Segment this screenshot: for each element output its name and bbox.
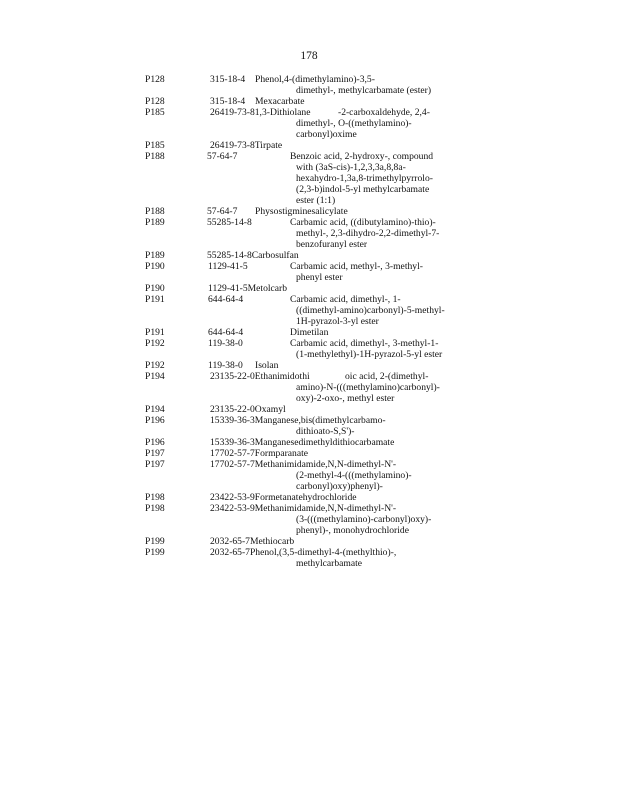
chemical-name-continuation: carbonyl)oxy)phenyl)- [296, 481, 383, 492]
chemical-name-continuation: hexahydro-1,3a,8-trimethylpyrrolo- [296, 173, 433, 184]
waste-code: P194 [145, 371, 165, 382]
chemical-name-continuation: (2-methyl-4-(((methylamino)- [296, 470, 412, 481]
waste-code: P190 [145, 283, 165, 294]
table-row [0, 503, 618, 536]
table-row [0, 206, 618, 217]
waste-code: P185 [145, 140, 165, 151]
cas-number: 23422-53-9Formetanatehydrochloride [210, 492, 357, 503]
waste-code: P197 [145, 448, 165, 459]
waste-code: P191 [145, 294, 165, 305]
chemical-name: Dimetilan [290, 327, 329, 338]
cas-number: 2032-65-7Phenol,(3,5-dimethyl-4-(methylthio)-, [210, 547, 397, 558]
waste-code: P128 [145, 74, 165, 85]
chemical-name: oic acid, 2-(dimethyl- [345, 371, 429, 382]
table-row [0, 492, 618, 503]
chemical-name-continuation: (2,3-b)indol-5-yl methylcarbamate [296, 184, 430, 195]
chemical-name: Physostigminesalicylate [255, 206, 348, 217]
chemical-name-continuation: methylcarbamate [296, 558, 363, 569]
waste-code: P191 [145, 327, 165, 338]
chemical-name: Phenol,4-(dimethylamino)-3,5- [255, 74, 375, 85]
cas-number: 1129-41-5Metolcarb [208, 283, 288, 294]
waste-code: P194 [145, 404, 165, 415]
chemical-name-continuation: (1-methylethyl)-1H-pyrazol-5-yl ester [296, 349, 443, 360]
cas-number: 15339-36-3Manganesedimethyldithiocarbamate [210, 437, 395, 448]
waste-code: P188 [145, 206, 165, 217]
chemical-name: -2-carboxaldehyde, 2,4- [338, 107, 430, 118]
cas-number: 57-64-7 [207, 151, 238, 162]
chemical-name-continuation: amino)-N-(((methylamino)carbonyl)- [296, 382, 440, 393]
cas-number: 23135-22-0Ethanimidothi [210, 371, 310, 382]
table-row [0, 371, 618, 404]
chemical-name-continuation: with (3aS-cis)-1,2,3,3a,8,8a- [296, 162, 406, 173]
chemical-name: Mexacarbate [255, 96, 305, 107]
chemical-name-continuation: benzofuranyl ester [296, 239, 368, 250]
waste-code: P196 [145, 415, 165, 426]
table-row [0, 250, 618, 261]
cas-number: 119-38-0 [208, 360, 243, 371]
cas-number: 315-18-4 [210, 74, 246, 85]
chemical-name-continuation: oxy)-2-oxo-, methyl ester [296, 393, 395, 404]
cas-number: 23422-53-9Methanimidamide,N,N-dimethyl-N'- [210, 503, 397, 514]
table-row [0, 217, 618, 250]
table-row [0, 327, 618, 338]
cas-number: 17702-57-7Methanimidamide,N,N-dimethyl-N'- [210, 459, 397, 470]
table-row [0, 536, 618, 547]
cas-number: 55285-14-8 [207, 217, 252, 228]
table-row [0, 415, 618, 437]
chemical-name-continuation: (3-(((methylamino)-carbonyl)oxy)- [296, 514, 432, 525]
cas-number: 23135-22-0Oxamyl [210, 404, 286, 415]
cas-number: 55285-14-8Carbosulfan [207, 250, 299, 261]
waste-code: P192 [145, 338, 165, 349]
page-number: 178 [300, 50, 318, 62]
chemical-name-continuation: ester (1:1) [296, 195, 336, 206]
chemical-name-continuation: phenyl)-, monohydrochloride [296, 525, 409, 536]
table-row [0, 437, 618, 448]
cas-number: 119-38-0 [208, 338, 243, 349]
cas-number: 2032-65-7Methiocarb [210, 536, 295, 547]
chemical-name-continuation: ((dimethyl-amino)carbonyl)-5-methyl- [296, 305, 445, 316]
waste-code: P198 [145, 503, 165, 514]
chemical-name-continuation: methyl-, 2,3-dihydro-2,2-dimethyl-7- [296, 228, 440, 239]
chemical-name: Carbamic acid, dimethyl-, 1- [290, 294, 401, 305]
cas-number: 644-64-4 [208, 294, 244, 305]
cas-number: 315-18-4 [210, 96, 246, 107]
chemical-name: Carbamic acid, ((dibutylamino)-thio)- [290, 217, 436, 228]
chemical-name: Isolan [255, 360, 279, 371]
waste-code: P189 [145, 217, 165, 228]
chemical-name-continuation: dimethyl-, O-((methylamino)- [296, 118, 412, 129]
waste-code: P188 [145, 151, 165, 162]
chemical-name-continuation: dithioato-S,S')- [296, 426, 355, 437]
table-row [0, 107, 618, 140]
waste-code: P192 [145, 360, 165, 371]
waste-code-table [0, 74, 618, 569]
waste-code: P185 [145, 107, 165, 118]
table-row [0, 338, 618, 360]
table-row [0, 448, 618, 459]
cas-number: 57-64-7 [207, 206, 238, 217]
table-row [0, 283, 618, 294]
cas-number: 644-64-4 [208, 327, 244, 338]
chemical-name: Carbamic acid, methyl-, 3-methyl- [290, 261, 423, 272]
table-row [0, 96, 618, 107]
cas-number: 15339-36-3Manganese,bis(dimethylcarbamo- [210, 415, 386, 426]
waste-code: P198 [145, 492, 165, 503]
chemical-name-continuation: phenyl ester [296, 272, 343, 283]
waste-code: P190 [145, 261, 165, 272]
chemical-name-continuation: 1H-pyrazol-3-yl ester [296, 316, 379, 327]
chemical-name-continuation: dimethyl-, methylcarbamate (ester) [296, 85, 432, 96]
chemical-name-continuation: carbonyl)oxime [296, 129, 357, 140]
waste-code: P199 [145, 547, 165, 558]
table-row [0, 547, 618, 569]
table-row [0, 261, 618, 283]
cas-number: 1129-41-5 [208, 261, 248, 272]
chemical-name: Benzoic acid, 2-hydroxy-, compound [290, 151, 434, 162]
cas-number: 26419-73-8Tirpate [210, 140, 283, 151]
table-row [0, 404, 618, 415]
waste-code: P196 [145, 437, 165, 448]
table-row [0, 140, 618, 151]
chemical-name: Carbamic acid, dimethyl-, 3-methyl-1- [290, 338, 439, 349]
waste-code: P199 [145, 536, 165, 547]
table-row [0, 74, 618, 96]
waste-code: P197 [145, 459, 165, 470]
waste-code: P189 [145, 250, 165, 261]
cas-number: 26419-73-81,3-Dithiolane [210, 107, 311, 118]
table-row [0, 360, 618, 371]
table-row [0, 459, 618, 492]
table-row [0, 294, 618, 327]
cas-number: 17702-57-7Formparanate [210, 448, 309, 459]
table-row [0, 151, 618, 206]
waste-code: P128 [145, 96, 165, 107]
